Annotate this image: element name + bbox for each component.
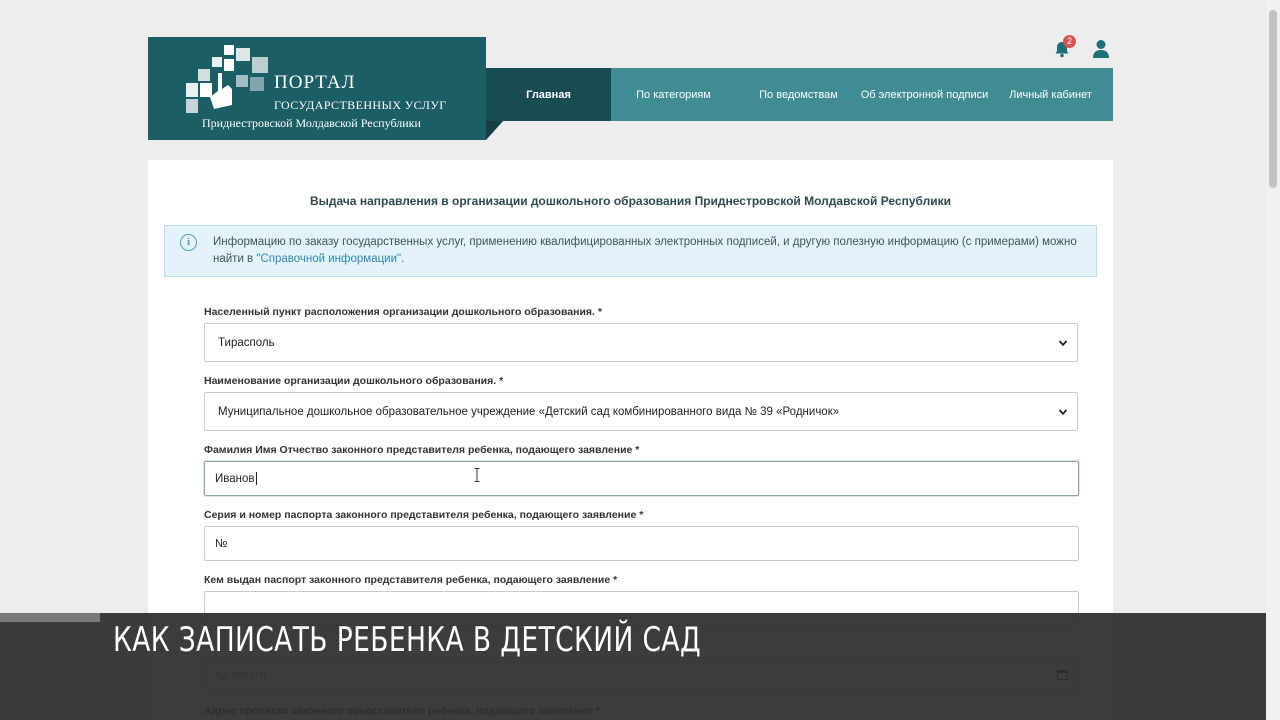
representative-name-value: Иванов xyxy=(215,472,255,485)
info-icon: i xyxy=(180,234,197,251)
nav-item-account[interactable]: Личный кабинет xyxy=(1009,88,1092,101)
locality-select[interactable] xyxy=(204,323,1078,362)
nav-item-departments[interactable]: По ведомствам xyxy=(759,88,838,101)
nav-item-e-signature[interactable]: Об электронной подписи xyxy=(860,88,989,101)
organization-select[interactable] xyxy=(204,392,1078,431)
passport-input[interactable] xyxy=(204,526,1079,561)
passport-label: Серия и номер паспорта законного представителя ребенка, подающего заявление * xyxy=(204,509,644,521)
video-caption-text: КАК ЗАПИСАТЬ РЕБЕНКА В ДЕТСКИЙ САД xyxy=(113,620,702,660)
nav-item-home[interactable]: Главная xyxy=(486,68,611,121)
page-title: Выдача направления в организации дошкольного образования Приднестровской Молдавской Республики xyxy=(309,194,952,208)
issued-by-label: Кем выдан паспорт законного представителя ребенка, подающего заявление * xyxy=(204,574,618,586)
alert-text-body: Информацию по заказу государственных услуг, применению квалифицированных электронных подписей, и другую полезную информацию (с примерами) можно найти в xyxy=(213,236,1077,265)
passport-value: № xyxy=(215,537,228,550)
locality-label: Населенный пункт расположения организации дошкольного образования. * xyxy=(204,306,602,318)
text-caret xyxy=(256,472,257,485)
nav-item-categories[interactable]: По категориям xyxy=(636,88,711,101)
organization-label: Наименование организации дошкольного образования. * xyxy=(204,375,504,387)
main-nav xyxy=(486,68,1113,121)
banner-accent xyxy=(0,613,100,622)
logo-region: Приднестровской Молдавской Республики xyxy=(202,116,421,130)
scrollbar-thumb[interactable] xyxy=(1269,10,1277,188)
portal-logo[interactable] xyxy=(148,37,486,140)
chevron-down-icon xyxy=(1058,407,1068,417)
logo-title: ПОРТАЛ xyxy=(274,72,356,93)
logo-tail-decoration xyxy=(486,120,504,140)
alert-text-end: . xyxy=(401,253,405,265)
chevron-down-icon xyxy=(1058,338,1068,348)
locality-value: Тирасполь xyxy=(218,336,275,349)
page-scrollbar[interactable] xyxy=(1266,0,1280,720)
alert-text xyxy=(213,234,1083,268)
text-cursor-icon xyxy=(474,468,480,482)
logo-subtitle: ГОСУДАРСТВЕННЫХ УСЛУГ xyxy=(274,98,447,112)
reference-info-link[interactable]: "Справочной информации" xyxy=(256,253,402,265)
notification-badge: 2 xyxy=(1063,35,1076,48)
user-icon[interactable] xyxy=(1092,39,1110,59)
representative-name-input[interactable] xyxy=(204,461,1079,496)
organization-value: Муниципальное дошкольное образовательное учреждение «Детский сад комбинированного вида № 39 «Родничок» xyxy=(218,405,840,418)
info-alert xyxy=(164,225,1097,277)
portal-logo-mark-icon xyxy=(184,45,274,117)
representative-name-label: Фамилия Имя Отчество законного представителя ребенка, подающего заявление * xyxy=(204,444,640,456)
